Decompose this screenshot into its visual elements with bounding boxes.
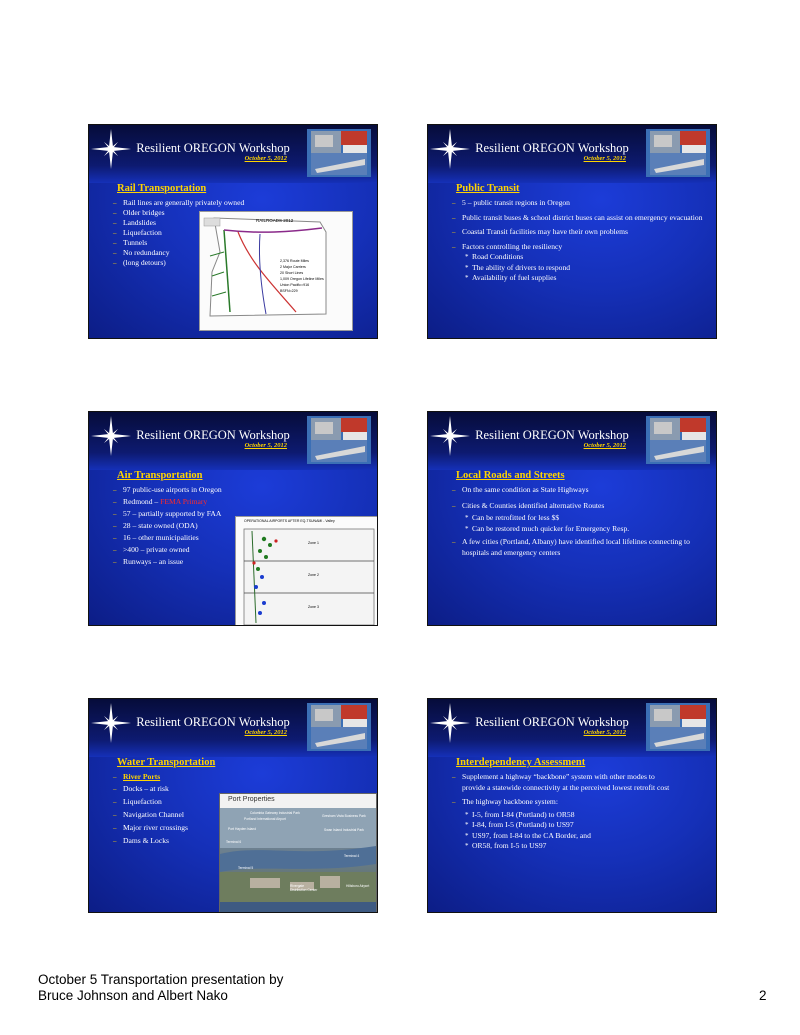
bullet-item: – Supplement a highway “backbone” system with other modes to provide a statewide connectivity at the perceived lowest retrofit cost bbox=[452, 772, 676, 793]
bullet-item: – Dams & Locks bbox=[113, 836, 237, 846]
sub-bullet-item: * Can be retrofitted for less $$ bbox=[452, 513, 706, 524]
legend-item: 1,009 Oregon Lifeline Miles bbox=[280, 277, 324, 281]
star-icon bbox=[91, 129, 131, 169]
sub-bullet-item: * I-84, from I-5 (Portland) to US97 bbox=[452, 820, 676, 831]
bullet-item: – Liquefaction bbox=[113, 797, 237, 807]
transport-collage-logo bbox=[646, 416, 710, 464]
bullet-item: – Cities & Counties identified alternative Routes bbox=[452, 501, 706, 512]
star-icon bbox=[430, 703, 470, 743]
slide-header bbox=[428, 412, 716, 470]
bullet-item: – Landslides bbox=[113, 218, 257, 228]
bullet-item: – 97 public-use airports in Oregon bbox=[113, 485, 267, 495]
star-icon bbox=[91, 416, 131, 456]
photo-label: Rivergate Distribution Center bbox=[290, 884, 318, 892]
slide-interdependency-assessment bbox=[427, 698, 717, 913]
map-legend bbox=[280, 258, 324, 294]
workshop-title: Resilient OREGON Workshop bbox=[136, 141, 290, 155]
workshop-date: October 5, 2012 bbox=[244, 155, 287, 162]
slide-header bbox=[89, 125, 377, 183]
bullet-subheading bbox=[113, 772, 237, 782]
railroad-map bbox=[199, 211, 353, 331]
slide-header bbox=[89, 699, 377, 757]
bullet-item: – Tunnels bbox=[113, 238, 257, 248]
sub-bullet-item: * I-5, from I-84 (Portland) to OR58 bbox=[452, 810, 676, 821]
slide-header bbox=[428, 699, 716, 757]
transport-collage-logo bbox=[307, 416, 371, 464]
slide-water-transportation bbox=[88, 698, 378, 913]
star-icon bbox=[430, 416, 470, 456]
port-properties-photo bbox=[219, 793, 377, 913]
legend-item: 2 Major Carriers bbox=[280, 265, 306, 269]
workshop-title: Resilient OREGON Workshop bbox=[475, 428, 629, 442]
airport-map bbox=[235, 516, 378, 626]
page-footer bbox=[38, 972, 283, 1004]
sub-bullet-item: * US97, from I-84 to the CA Border, and bbox=[452, 831, 676, 842]
slide-header bbox=[428, 125, 716, 183]
workshop-date: October 5, 2012 bbox=[244, 729, 287, 736]
legend-item: Union Pacific=916 bbox=[280, 283, 310, 287]
transport-collage-logo bbox=[307, 703, 371, 751]
zone-label: Zone 3 bbox=[308, 605, 319, 609]
star-icon bbox=[91, 703, 131, 743]
sub-bullet-item: * Availability of fuel supplies bbox=[452, 273, 706, 284]
oregon-rail-map-graphic bbox=[200, 212, 352, 330]
zone-label: Zone 2 bbox=[308, 573, 319, 577]
bullet-list bbox=[452, 485, 706, 558]
bullet-list bbox=[452, 198, 706, 284]
legend-item: 2,376 Route Miles bbox=[280, 259, 309, 263]
bullet-item: – 16 – other municipalities bbox=[113, 533, 267, 543]
workshop-title: Resilient OREGON Workshop bbox=[136, 715, 290, 729]
map-title: OPERATIONAL AIRPORTS AFTER EQ-TSUNAMI - Valley bbox=[244, 519, 335, 523]
bullet-item: – 57 – partially supported by FAA bbox=[113, 509, 267, 519]
slide-header bbox=[89, 412, 377, 470]
star-icon bbox=[430, 129, 470, 169]
transport-collage-logo bbox=[646, 129, 710, 177]
sub-bullet-item: * The ability of drivers to respond bbox=[452, 263, 706, 274]
slide-heading: Interdependency Assessment bbox=[456, 757, 586, 768]
bullet-list bbox=[452, 772, 676, 852]
bullet-item: – >400 – private owned bbox=[113, 545, 267, 555]
photo-label: Terminal 5 bbox=[238, 866, 254, 870]
bullet-text: Redmond – bbox=[123, 497, 159, 506]
slide-rail-transportation bbox=[88, 124, 378, 339]
slide-air-transportation bbox=[88, 411, 378, 626]
workshop-title: Resilient OREGON Workshop bbox=[475, 715, 629, 729]
map-title: RAILROADS 2012 bbox=[256, 218, 294, 223]
transport-collage-logo bbox=[646, 703, 710, 751]
slide-heading: Air Transportation bbox=[117, 470, 203, 481]
legend-item: BSFN=229 bbox=[280, 289, 298, 293]
bullet-item: – Older bridges bbox=[113, 208, 257, 218]
sub-bullet-item: * Can be restored much quicker for Emergency Resp. bbox=[452, 524, 706, 535]
bullet-item: – 28 – state owned (ODA) bbox=[113, 521, 267, 531]
slide-heading: Public Transit bbox=[456, 183, 520, 194]
bullet-item: – A few cities (Portland, Albany) have identified local lifelines connecting to hospitals and emergency centers bbox=[452, 537, 706, 558]
workshop-title: Resilient OREGON Workshop bbox=[475, 141, 629, 155]
slide-local-roads bbox=[427, 411, 717, 626]
bullet-item: – Factors controlling the resiliency bbox=[452, 242, 706, 253]
photo-label: Portland International Airport bbox=[244, 817, 286, 821]
bullet-item: – Coastal Transit facilities may have their own problems bbox=[452, 227, 706, 238]
bullet-item: – Rail lines are generally privately owned bbox=[113, 198, 257, 208]
photo-label: Columbia Gateway Industrial Park bbox=[250, 811, 300, 815]
bullet-item-redmond bbox=[113, 497, 267, 507]
bullet-item: – No redundancy bbox=[113, 248, 257, 258]
bullet-item: – 5 – public transit regions in Oregon bbox=[452, 198, 706, 209]
slide-public-transit bbox=[427, 124, 717, 339]
bullet-item: – Navigation Channel bbox=[113, 810, 237, 820]
workshop-date: October 5, 2012 bbox=[583, 729, 626, 736]
photo-label: Swan Island Industrial Park bbox=[324, 828, 364, 832]
slide-heading: Rail Transportation bbox=[117, 183, 207, 194]
photo-labels bbox=[220, 794, 376, 912]
photo-label: Hillsboro Airport bbox=[346, 884, 370, 888]
bullet-item-continued: – (long detours) bbox=[113, 258, 257, 268]
photo-label: Terminal 4 bbox=[344, 854, 360, 858]
transport-collage-logo bbox=[307, 129, 371, 177]
workshop-title: Resilient OREGON Workshop bbox=[136, 428, 290, 442]
zone-label: Zone 1 bbox=[308, 541, 319, 545]
river-ports-heading: River Ports bbox=[123, 772, 161, 781]
photo-label: Terminal 6 bbox=[226, 840, 242, 844]
bullet-item: – Runways – an issue bbox=[113, 557, 267, 567]
workshop-date: October 5, 2012 bbox=[583, 155, 626, 162]
slide-heading: Water Transportation bbox=[117, 757, 216, 768]
photo-label: Gresham Vista Business Park bbox=[322, 814, 366, 818]
bullet-item: – Docks – at risk bbox=[113, 784, 237, 794]
photo-label: Port Hayden Island bbox=[228, 827, 257, 831]
sub-bullet-item: * OR58, from I-5 to US97 bbox=[452, 841, 676, 852]
workshop-date: October 5, 2012 bbox=[583, 442, 626, 449]
bullet-item: – Liquefaction bbox=[113, 228, 257, 238]
bullet-item: – On the same condition as State Highways bbox=[452, 485, 706, 496]
photo-title: Port Properties bbox=[228, 796, 275, 803]
bullet-item: – Major river crossings bbox=[113, 823, 237, 833]
legend-item: 20 Short Lines bbox=[280, 271, 304, 275]
sub-bullet-item: * Road Conditions bbox=[452, 252, 706, 263]
slide-heading: Local Roads and Streets bbox=[456, 470, 565, 481]
fema-primary-highlight: FEMA Primary bbox=[160, 497, 208, 506]
bullet-item: – Public transit buses & school district buses can assist on emergency evacuation bbox=[452, 213, 706, 224]
workshop-date: October 5, 2012 bbox=[244, 442, 287, 449]
footer-line: Bruce Johnson and Albert Nako bbox=[38, 988, 228, 1003]
oregon-airport-map-graphic bbox=[236, 517, 378, 626]
footer-line: October 5 Transportation presentation by bbox=[38, 972, 284, 987]
bullet-item: – The highway backbone system: bbox=[452, 797, 676, 808]
page-number: 2 bbox=[759, 988, 767, 1003]
